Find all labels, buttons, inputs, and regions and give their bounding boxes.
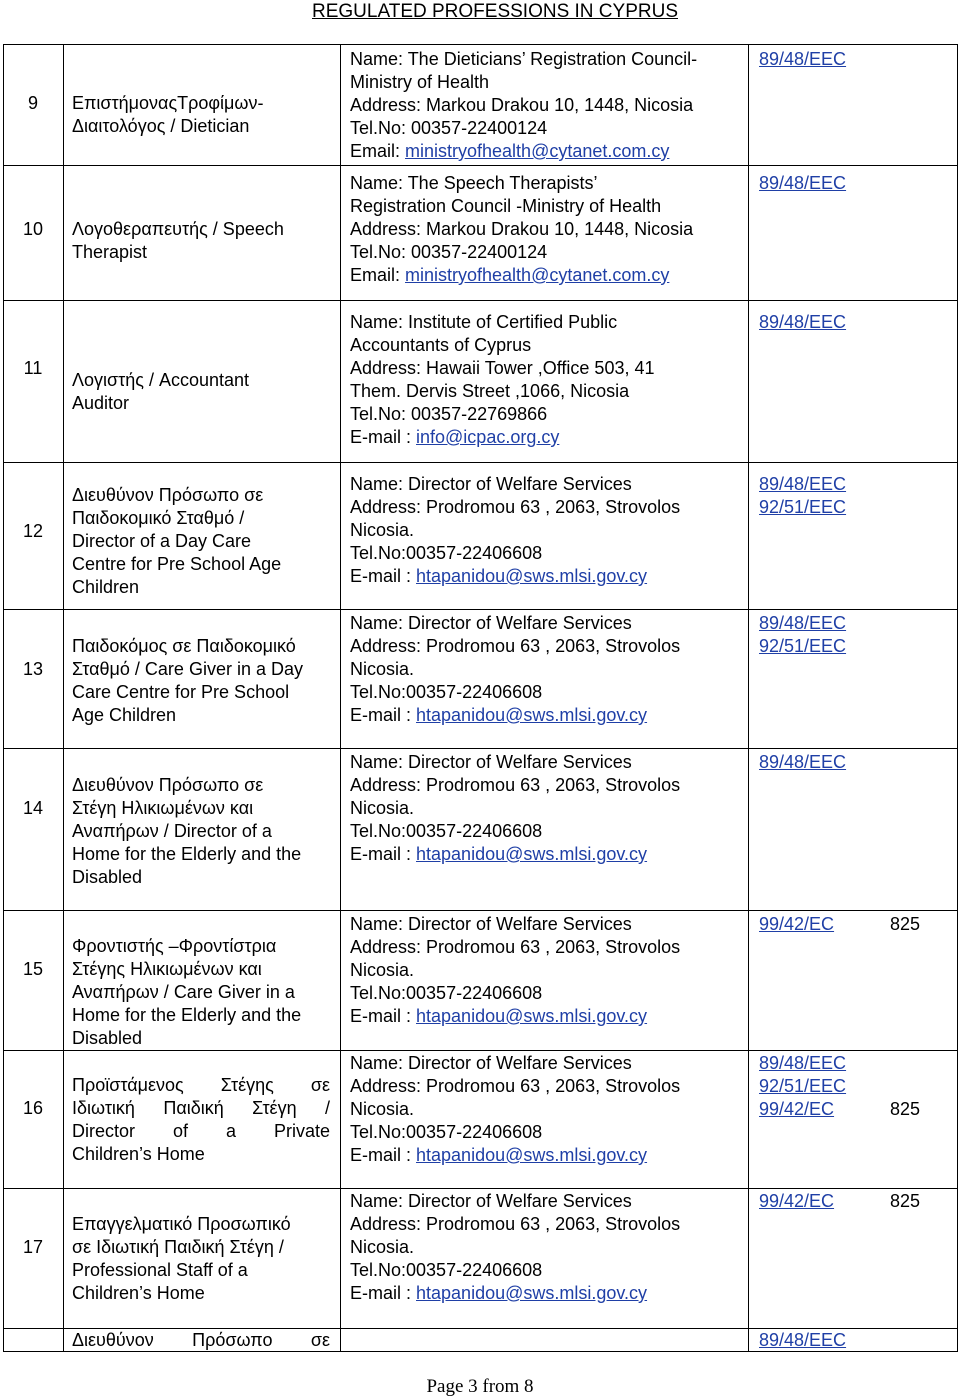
profession-line: σε Ιδιωτική Παιδική Στέγη /	[72, 1237, 284, 1257]
row-number: 17	[22, 1237, 44, 1257]
directive-cell	[759, 1052, 846, 1121]
authority-line: Nicosia.	[350, 960, 415, 980]
email-label: Email:	[350, 265, 406, 285]
profession-line: Επαγγελματικό Προσωπικό	[72, 1214, 291, 1234]
profession-line: Ιδιωτική Παιδική Στέγη /	[72, 1098, 330, 1118]
row-divider	[3, 300, 958, 301]
authority-line: Address: Prodromou 63 , 2063, Strovolos	[350, 937, 681, 957]
authority-line: Name: The Dieticians’ Registration Council-	[350, 49, 698, 69]
authority-line: Address: Markou Drakou 10, 1448, Nicosia	[350, 219, 694, 239]
row-divider	[3, 609, 958, 610]
authority-cell	[350, 473, 742, 588]
row-number: 13	[22, 659, 44, 679]
profession-line: Παιδοκόμος σε Παιδοκομικό	[72, 636, 296, 656]
authority-line: Nicosia.	[350, 520, 415, 540]
directive-cell	[759, 311, 846, 334]
email-line	[350, 843, 742, 866]
profession-line: Centre for Pre School Age	[72, 554, 282, 574]
email-label: E-mail :	[350, 705, 417, 725]
authority-line: Name: Director of Welfare Services	[350, 1191, 632, 1211]
authority-line: Nicosia.	[350, 1099, 415, 1119]
authority-line: Name: Director of Welfare Services	[350, 1053, 632, 1073]
email-label: E-mail :	[350, 1145, 417, 1165]
row-number: 11	[23, 358, 43, 378]
authority-line: Tel.No:00357-22406608	[350, 682, 543, 702]
directive-cell	[759, 612, 846, 658]
profession-line: Διευθύνον Πρόσωπο σε	[72, 775, 264, 795]
page-title: REGULATED PROFESSIONS IN CYPRUS	[312, 1, 678, 22]
authority-line: Tel.No:00357-22406608	[350, 1122, 543, 1142]
row-number: 9	[27, 93, 38, 113]
email-line	[350, 1005, 742, 1028]
email-label: E-mail :	[350, 566, 417, 586]
row-divider	[3, 748, 958, 749]
email-label: E-mail :	[350, 427, 417, 447]
authority-line: Name: Director of Welfare Services	[350, 752, 632, 772]
authority-line: Tel.No:00357-22406608	[350, 543, 543, 563]
authority-line: Name: Director of Welfare Services	[350, 914, 632, 934]
directive-link[interactable]: 89/48/EEC	[759, 312, 847, 332]
authority-line: Registration Council -Ministry of Health	[350, 196, 662, 216]
authority-cell	[350, 48, 742, 163]
directive-link[interactable]: 92/51/EEC	[759, 497, 847, 517]
profession-line: ΕπιστήμοναςΤροφίμων-	[72, 93, 264, 113]
directive-link[interactable]: 92/51/EEC	[759, 1076, 847, 1096]
email-link[interactable]: ministryofhealth@cytanet.com.cy	[405, 141, 670, 161]
authority-line: Address: Prodromou 63 , 2063, Strovolos	[350, 1076, 681, 1096]
profession-line: Children	[72, 577, 140, 597]
directive-link[interactable]: 89/48/EEC	[759, 1053, 847, 1073]
directive-cell	[759, 473, 846, 519]
profession-line: Home for the Elderly and the	[72, 1005, 302, 1025]
authority-line: Tel.No:00357-22406608	[350, 983, 543, 1003]
profession-line: Children’s Home	[72, 1283, 205, 1303]
directive-cell	[759, 48, 846, 71]
authority-line: Tel.No: 00357-22769866	[350, 404, 548, 424]
email-line	[350, 565, 742, 588]
email-link[interactable]: htapanidou@sws.mlsi.gov.cy	[416, 1283, 648, 1303]
authority-line: Them. Dervis Street ,1066, Nicosia	[350, 381, 630, 401]
authority-line: Name: Director of Welfare Services	[350, 613, 632, 633]
directive-cell	[759, 1190, 834, 1213]
profession-line: Disabled	[72, 867, 143, 887]
authority-line: Nicosia.	[350, 659, 415, 679]
row-number: 16	[22, 1098, 44, 1118]
email-link[interactable]: htapanidou@sws.mlsi.gov.cy	[416, 1145, 648, 1165]
profession-line: Φροντιστής –Φροντίστρια	[72, 936, 277, 956]
authority-cell	[350, 311, 742, 449]
email-link[interactable]: htapanidou@sws.mlsi.gov.cy	[416, 705, 648, 725]
profession-line: Professional Staff of a	[72, 1260, 248, 1280]
row-number: 12	[22, 521, 44, 541]
profession-line: Αναπήρων / Care Giver in a	[72, 982, 295, 1002]
email-line	[350, 140, 742, 163]
profession-line: Παιδοκομικό Σταθμό /	[72, 508, 245, 528]
row-divider	[3, 1050, 958, 1051]
directive-link[interactable]: 89/48/EEC	[759, 613, 847, 633]
profession-cell	[72, 369, 330, 415]
authority-line: Tel.No: 00357-22400124	[350, 118, 548, 138]
email-line	[350, 704, 742, 727]
email-link[interactable]: htapanidou@sws.mlsi.gov.cy	[416, 844, 648, 864]
partial-row-directive[interactable]: 89/48/EEC	[759, 1330, 847, 1350]
profession-line: Σταθμό / Care Giver in a Day	[72, 659, 303, 679]
authority-line: Ministry of Health	[350, 72, 490, 92]
authority-cell	[350, 751, 742, 866]
row-divider	[3, 910, 958, 911]
row-number: 15	[22, 959, 44, 979]
authority-cell	[350, 612, 742, 727]
profession-line: Λογοθεραπευτής / Speech	[72, 219, 284, 239]
profession-line: Disabled	[72, 1028, 143, 1048]
row-divider	[3, 1188, 958, 1189]
directive-link[interactable]: 89/48/EEC	[759, 49, 847, 69]
email-label: E-mail :	[350, 1006, 417, 1026]
directive-code: 825	[890, 1099, 921, 1119]
profession-line: Care Centre for Pre School	[72, 682, 290, 702]
directive-cell	[759, 751, 846, 774]
row-divider	[3, 462, 958, 463]
profession-cell	[72, 774, 330, 889]
directive-link[interactable]: 89/48/EEC	[759, 173, 847, 193]
profession-cell	[72, 935, 330, 1050]
email-line	[350, 426, 742, 449]
row-number: 10	[22, 219, 44, 239]
authority-line: Address: Prodromou 63 , 2063, Strovolos	[350, 636, 681, 656]
column-divider	[63, 44, 64, 1352]
authority-line: Name: Institute of Certified Public	[350, 312, 618, 332]
directive-link[interactable]: 99/42/EC	[759, 1099, 835, 1119]
profession-cell	[72, 635, 330, 727]
authority-line: Address: Prodromou 63 , 2063, Strovolos	[350, 1214, 681, 1234]
profession-line: Διαιτολόγος / Dietician	[72, 116, 250, 136]
email-line	[350, 1282, 742, 1305]
partial-row-profession	[72, 1329, 330, 1352]
profession-cell	[72, 218, 330, 264]
directive-code: 825	[890, 914, 921, 934]
authority-line: Address: Prodromou 63 , 2063, Strovolos	[350, 775, 681, 795]
email-link[interactable]: htapanidou@sws.mlsi.gov.cy	[416, 1006, 648, 1026]
profession-line: Αναπήρων / Director of a	[72, 821, 272, 841]
profession-line: Διευθύνον Πρόσωπο σε	[72, 485, 264, 505]
email-label: E-mail :	[350, 844, 417, 864]
email-link[interactable]: htapanidou@sws.mlsi.gov.cy	[416, 566, 648, 586]
directive-link[interactable]: 89/48/EEC	[759, 752, 847, 772]
row-number: 14	[22, 798, 44, 818]
authority-line: Address: Hawaii Tower ,Office 503, 41	[350, 358, 655, 378]
page-number: Page 3 from 8	[426, 1376, 534, 1397]
directive-cell	[759, 913, 834, 936]
email-line	[350, 264, 742, 287]
email-label: Email:	[350, 141, 406, 161]
authority-line: Tel.No: 00357-22400124	[350, 242, 548, 262]
profession-line: Στέγης Ηλικιωμένων και	[72, 959, 262, 979]
profession-line: Προϊστάμενος Στέγης σε	[72, 1075, 330, 1095]
profession-line: Στέγη Ηλικιωμένων και	[72, 798, 254, 818]
profession-line: Therapist	[72, 242, 148, 262]
authority-line: Name: The Speech Therapists’	[350, 173, 598, 193]
profession-line: Auditor	[72, 393, 130, 413]
email-link[interactable]: ministryofhealth@cytanet.com.cy	[405, 265, 670, 285]
row-divider	[3, 165, 958, 166]
profession-line: Director of a Day Care	[72, 531, 252, 551]
profession-line: Home for the Elderly and the	[72, 844, 302, 864]
authority-line: Address: Prodromou 63 , 2063, Strovolos	[350, 497, 681, 517]
authority-cell	[350, 172, 742, 287]
directive-cell	[759, 172, 846, 195]
profession-cell	[72, 92, 330, 138]
authority-cell	[350, 1052, 742, 1167]
directive-link[interactable]: 99/42/EC	[759, 1191, 835, 1211]
column-divider	[748, 44, 749, 1352]
directive-code: 825	[890, 1191, 921, 1211]
profession-cell	[72, 1074, 330, 1166]
profession-line: Διευθύνον Πρόσωπο σε	[72, 1330, 330, 1350]
profession-cell	[72, 1213, 330, 1305]
authority-line: Tel.No:00357-22406608	[350, 821, 543, 841]
authority-line: Tel.No:00357-22406608	[350, 1260, 543, 1280]
profession-line: Children’s Home	[72, 1144, 205, 1164]
email-label: E-mail :	[350, 1283, 417, 1303]
email-link[interactable]: info@icpac.org.cy	[416, 427, 560, 447]
authority-cell	[350, 913, 742, 1028]
column-divider	[340, 44, 341, 1352]
authority-line: Address: Markou Drakou 10, 1448, Nicosia	[350, 95, 694, 115]
profession-line: Director of a Private	[72, 1121, 330, 1141]
authority-cell	[350, 1190, 742, 1305]
authority-line: Nicosia.	[350, 798, 415, 818]
authority-line: Name: Director of Welfare Services	[350, 474, 632, 494]
authority-line: Nicosia.	[350, 1237, 415, 1257]
email-line	[350, 1144, 742, 1167]
directive-link[interactable]: 92/51/EEC	[759, 636, 847, 656]
directive-link[interactable]: 89/48/EEC	[759, 474, 847, 494]
profession-line: Age Children	[72, 705, 177, 725]
profession-cell	[72, 484, 330, 599]
directive-link[interactable]: 99/42/EC	[759, 914, 835, 934]
profession-line: Λογιστής / Accountant	[72, 370, 250, 390]
authority-line: Accountants of Cyprus	[350, 335, 532, 355]
